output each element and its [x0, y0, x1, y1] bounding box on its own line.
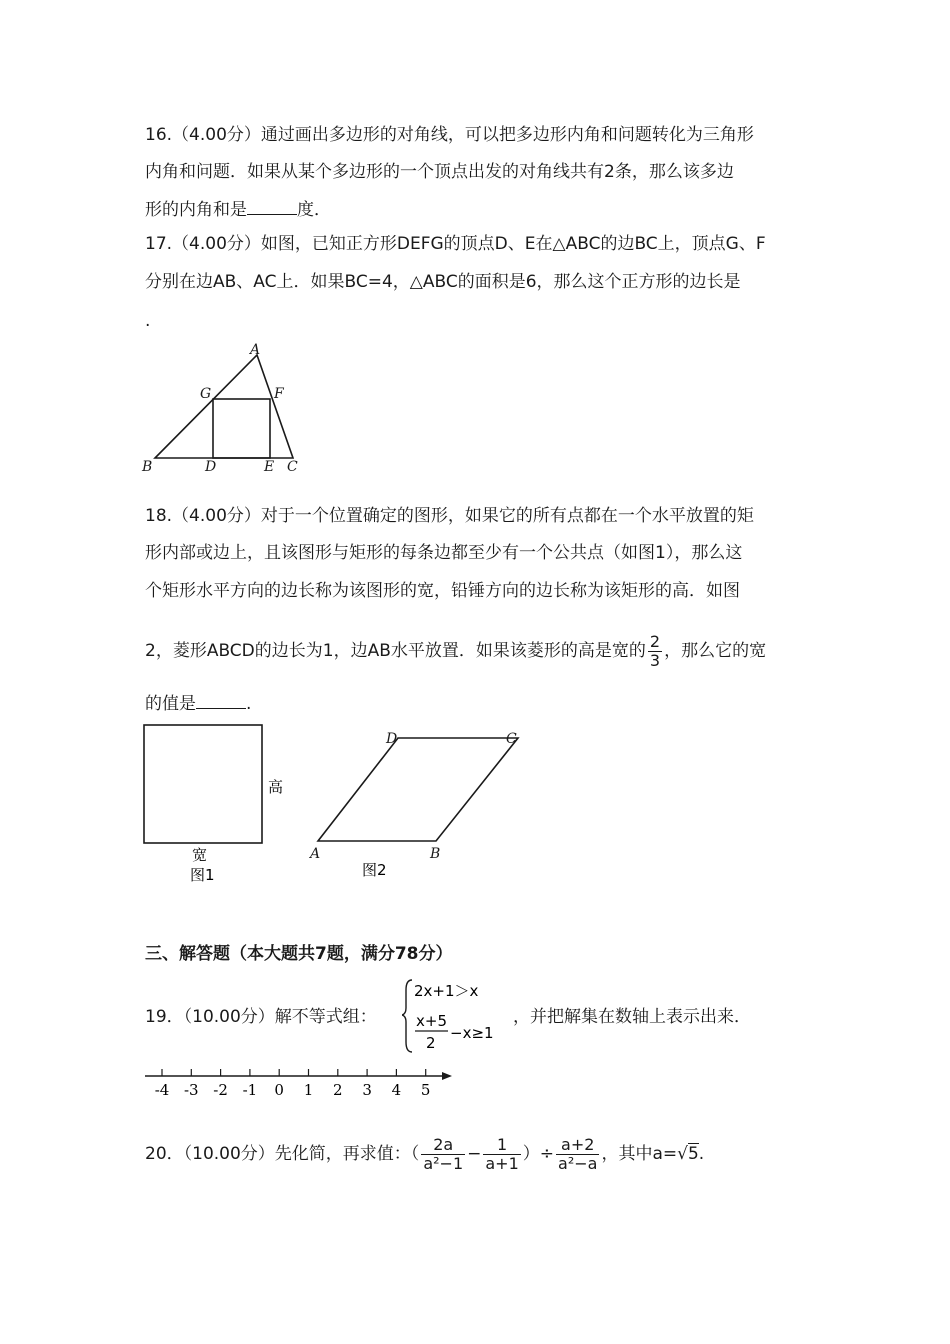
axis-tick-label: -1: [242, 1081, 258, 1099]
ineq2-num: x+5: [416, 1012, 447, 1030]
q20-prefix: 20．（10.00分）先化简，再求值：（: [145, 1144, 420, 1164]
q20-frac1-num: 2a: [421, 1136, 465, 1155]
label-e: E: [264, 459, 275, 475]
q20-frac2-num: 1: [483, 1136, 520, 1155]
q16-line2: 内角和问题．如果从某个多边形的一个顶点出发的对角线共有2条，那么该多边: [145, 162, 734, 182]
ineq2-den: 2: [426, 1034, 436, 1052]
fig1-width-label: 宽: [192, 846, 208, 864]
q20-minus: −: [467, 1144, 482, 1164]
triangle-abc: [155, 355, 293, 458]
q19-suffix: ，并把解集在数轴上表示出来．: [513, 1007, 751, 1027]
q18-frac-num: 2: [649, 631, 661, 651]
q17-line2: 分别在边AB、AC上．如果BC=4，△ABC的面积是6，那么这个正方形的边长是: [145, 272, 741, 292]
q18-line5-post: .: [246, 694, 252, 714]
q20-sqrt-value: 5: [687, 1144, 699, 1164]
fig1-caption: 图1: [190, 866, 215, 884]
brace: [402, 980, 412, 1052]
axis-arrow-icon: [442, 1072, 452, 1080]
q18-answer-blank[interactable]: [196, 692, 246, 709]
q18-line5: [145, 692, 251, 715]
figure-1: [144, 725, 283, 884]
q20-frac1: [421, 1136, 465, 1173]
figure-2: [308, 731, 518, 879]
q20-frac3-den: a²−a: [558, 1153, 598, 1173]
ineq2-rest: −x≥1: [450, 1024, 494, 1042]
q17-line1: 17.（4.00分）如图，已知正方形DEFG的顶点D、E在△ABC的边BC上，顶点G、F: [145, 234, 766, 254]
q20-frac2: [483, 1136, 520, 1173]
number-line: [140, 1064, 460, 1104]
fig2-label-b: B: [430, 846, 441, 862]
fig2-label-c: C: [506, 731, 517, 747]
q19-prefix: 19．（10.00分）解不等式组：: [145, 1007, 377, 1027]
fig1-rectangle: [144, 725, 262, 843]
q18-line5-pre: 的值是: [145, 694, 196, 714]
q16-answer-blank[interactable]: [247, 198, 297, 215]
fig2-label-d: D: [386, 731, 398, 747]
axis-tick-label: 4: [391, 1081, 402, 1099]
q18-line3: 个矩形水平方向的边长称为该图形的宽，铅锤方向的边长称为该矩形的高．如图: [145, 581, 740, 601]
q18-line4: [145, 632, 766, 670]
q20-suffix: ，其中a=: [601, 1144, 678, 1164]
axis-tick-label: 2: [333, 1081, 343, 1099]
axis-tick-label: 3: [362, 1081, 372, 1099]
q17-line3: .: [145, 311, 151, 331]
q20-frac2-den: a+1: [485, 1153, 519, 1173]
fig1-height-label: 高: [268, 778, 284, 796]
section3-heading: 三、解答题（本大题共7题，满分78分）: [145, 944, 453, 964]
q18-figures: [140, 720, 540, 885]
axis-tick-label: 0: [274, 1081, 284, 1099]
axis-tick-label: -4: [154, 1081, 170, 1099]
label-g: G: [200, 386, 212, 402]
q17-figure: [140, 340, 310, 480]
q20-frac3-num: a+2: [556, 1136, 599, 1155]
label-c: C: [287, 459, 298, 475]
q20-divide: ）÷: [522, 1144, 555, 1164]
label-b: B: [142, 459, 153, 475]
q20-line: [145, 1134, 704, 1174]
q20-frac3: [556, 1136, 599, 1173]
axis-tick-label: 1: [303, 1081, 314, 1099]
axis-tick-label: -3: [183, 1081, 199, 1099]
q18-fraction: [648, 633, 662, 670]
q19-inequality-system: [402, 976, 512, 1056]
q16-line3-pre: 形的内角和是: [145, 200, 247, 220]
label-f: F: [274, 386, 284, 402]
q18-line1: 18.（4.00分）对于一个位置确定的图形，如果它的所有点都在一个水平放置的矩: [145, 506, 754, 526]
label-a: A: [250, 342, 261, 358]
fig2-caption: 图2: [362, 861, 387, 879]
q16-line1: 16.（4.00分）通过画出多边形的对角线，可以把多边形内角和问题转化为三角形: [145, 125, 754, 145]
label-d: D: [205, 459, 217, 475]
ineq1: 2x+1＞x: [414, 982, 479, 1000]
q18-line4-post: ，那么它的宽: [664, 641, 767, 661]
q18-line2: 形内部或边上，且该图形与矩形的每条边都至少有一个公共点（如图1），那么这: [145, 543, 743, 563]
sqrt-icon: √: [677, 1144, 688, 1164]
q18-frac-den: 3: [649, 650, 661, 670]
q16-line3-post: 度．: [297, 200, 331, 220]
q16-line3: [145, 198, 331, 221]
q20-frac1-den: a²−1: [423, 1153, 464, 1173]
square-defg: [213, 399, 270, 458]
axis-tick-label: -2: [213, 1081, 228, 1099]
fig2-label-a: A: [310, 846, 321, 862]
axis-tick-label: 5: [420, 1081, 431, 1099]
q20-end: .: [698, 1144, 705, 1164]
q18-line4-pre: 2，菱形ABCD的边长为1，边AB水平放置．如果该菱形的高是宽的: [145, 641, 646, 661]
rhombus-abcd: [318, 738, 518, 841]
